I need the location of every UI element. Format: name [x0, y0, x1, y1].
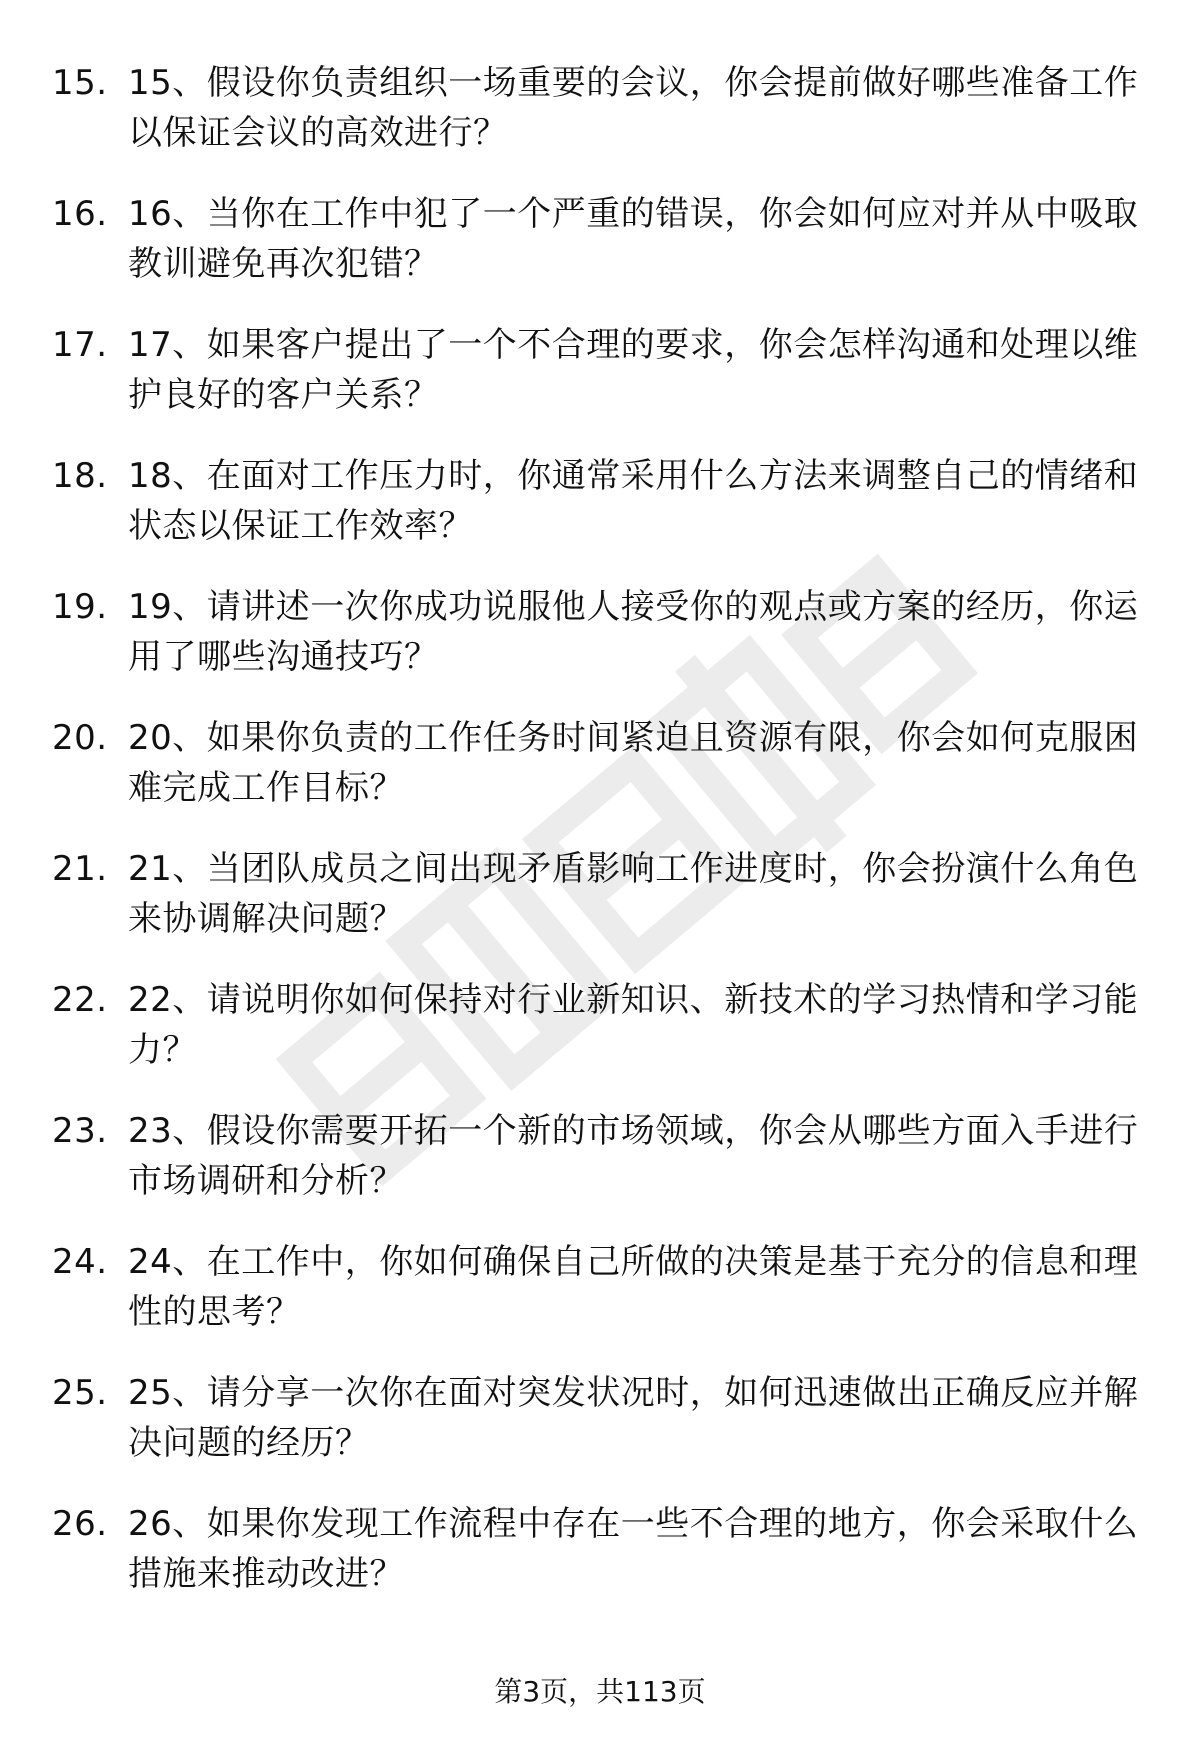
item-number: 23.	[52, 1111, 108, 1151]
item-text: 23、假设你需要开拓一个新的市场领域，你会从哪些方面入手进行市场调研和分析？	[128, 1111, 1139, 1201]
item-number: 19.	[52, 587, 108, 627]
item-number: 15.	[52, 63, 108, 103]
item-text: 19、请讲述一次你成功说服他人接受你的观点或方案的经历，你运用了哪些沟通技巧？	[128, 587, 1139, 677]
item-text: 15、假设你负责组织一场重要的会议，你会提前做好哪些准备工作以保证会议的高效进行？	[128, 63, 1139, 153]
item-text: 18、在面对工作压力时，你通常采用什么方法来调整自己的情绪和状态以保证工作效率？	[128, 456, 1139, 546]
list-item	[52, 975, 1152, 1106]
item-text: 25、请分享一次你在面对突发状况时，如何迅速做出正确反应并解决问题的经历？	[128, 1373, 1139, 1463]
page-number-footer: 第3页，共113页	[494, 1675, 706, 1708]
question-list	[52, 58, 1152, 1630]
item-text: 24、在工作中，你如何确保自己所做的决策是基于充分的信息和理性的思考？	[128, 1242, 1139, 1332]
item-text: 21、当团队成员之间出现矛盾影响工作进度时，你会扮演什么角色来协调解决问题？	[128, 849, 1139, 939]
list-item	[52, 1368, 1152, 1499]
list-item	[52, 1106, 1152, 1237]
list-item	[52, 582, 1152, 713]
item-text: 16、当你在工作中犯了一个严重的错误，你会如何应对并从中吸取教训避免再次犯错？	[128, 194, 1139, 284]
list-item	[52, 713, 1152, 844]
item-number: 24.	[52, 1242, 108, 1282]
list-item	[52, 451, 1152, 582]
item-number: 17.	[52, 325, 108, 365]
item-number: 26.	[52, 1504, 108, 1544]
list-item	[52, 844, 1152, 975]
item-number: 16.	[52, 194, 108, 234]
list-item	[52, 1499, 1152, 1630]
list-item	[52, 189, 1152, 320]
item-number: 20.	[52, 718, 108, 758]
item-text: 22、请说明你如何保持对行业新知识、新技术的学习热情和学习能力？	[128, 980, 1139, 1070]
item-number: 21.	[52, 849, 108, 889]
item-text: 26、如果你发现工作流程中存在一些不合理的地方，你会采取什么措施来推动改进？	[128, 1504, 1139, 1594]
item-text: 17、如果客户提出了一个不合理的要求，你会怎样沟通和处理以维护良好的客户关系？	[128, 325, 1139, 415]
item-number: 22.	[52, 980, 108, 1020]
list-item	[52, 58, 1152, 189]
item-number: 18.	[52, 456, 108, 496]
item-number: 25.	[52, 1373, 108, 1413]
list-item	[52, 320, 1152, 451]
item-text: 20、如果你负责的工作任务时间紧迫且资源有限，你会如何克服困难完成工作目标？	[128, 718, 1139, 808]
list-item	[52, 1237, 1152, 1368]
